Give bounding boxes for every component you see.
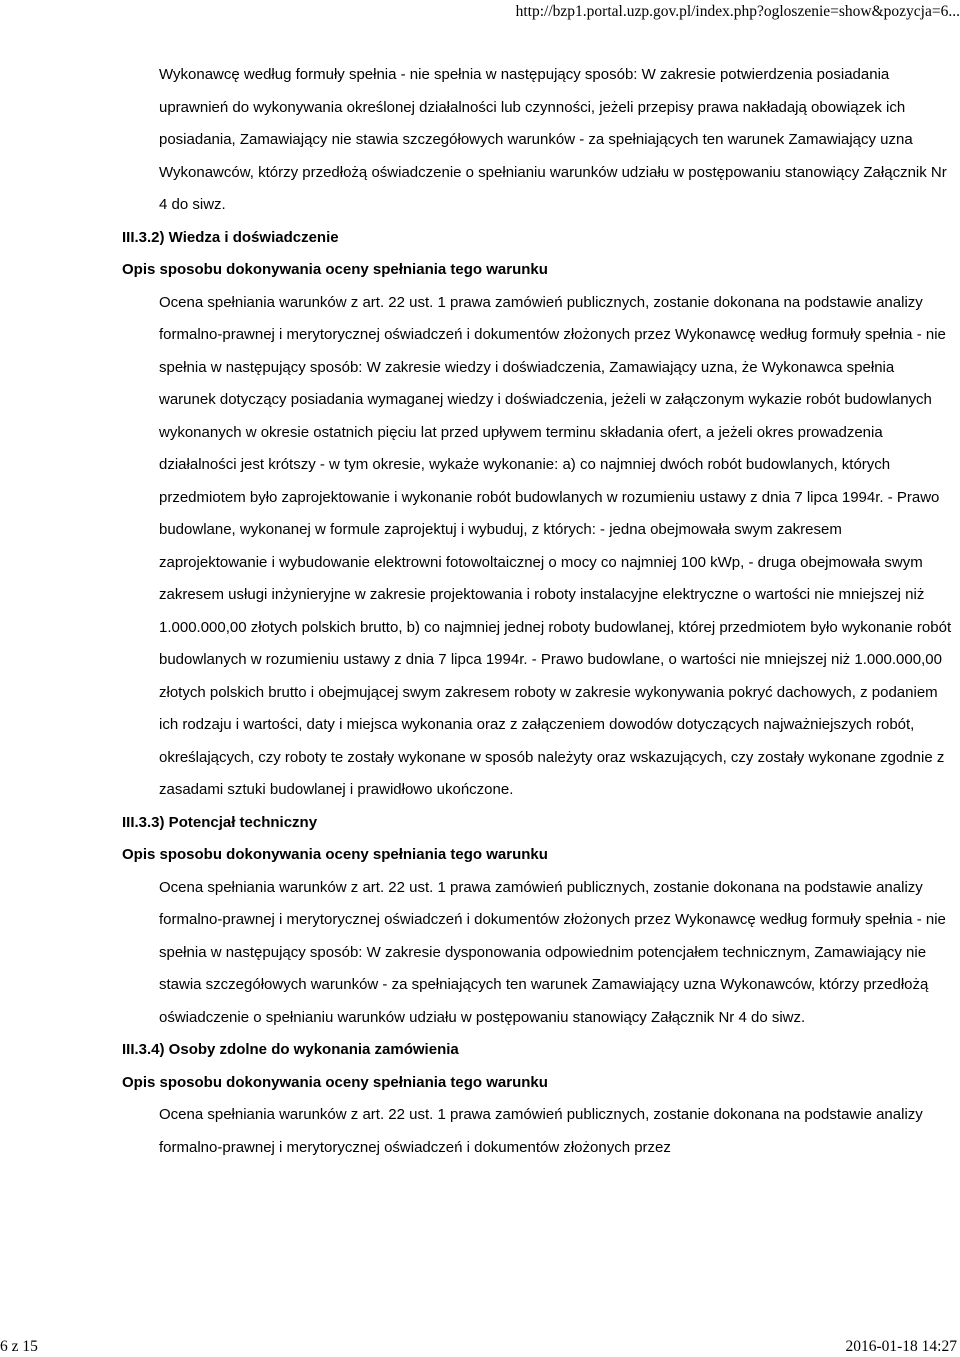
section-heading-knowledge: III.3.2) Wiedza i doświadczenie bbox=[122, 228, 339, 246]
print-header-url: http://bzp1.portal.uzp.gov.pl/index.php?ogloszenie=show&pozycja=6... bbox=[515, 3, 960, 20]
page-number: 6 z 15 bbox=[0, 1338, 38, 1355]
section-subheading-persons: Opis sposobu dokonywania oceny spełniania tego warunku bbox=[122, 1073, 548, 1091]
print-timestamp: 2016-01-18 14:27 bbox=[845, 1338, 957, 1355]
document-body bbox=[122, 59, 952, 1164]
section-heading-persons: III.3.4) Osoby zdolne do wykonania zamówienia bbox=[122, 1041, 459, 1058]
section-heading-technical: III.3.3) Potencjał techniczny bbox=[122, 813, 318, 831]
persons-paragraph: Ocena spełniania warunków z art. 22 ust. 1 prawa zamówień publicznych, zostanie dokonana na podstawie analizy formalno-prawnej i merytorycznej oświadczeń i dokumentów złożonych przez bbox=[159, 1106, 923, 1156]
knowledge-paragraph: Ocena spełniania warunków z art. 22 ust. 1 prawa zamówień publicznych, zostanie dokonana na podstawie analizy formalno-prawnej i merytorycznej oświadczeń i dokumentów złożonych przez Wykonawcę według formuły spełnia - nie spełnia w następujący sposób: W zakresie wiedzy i doświadczenia, Zamawiający uzna, że Wykonawca spełnia warunek dotyczący posiadania wymaganej wiedzy i doświadczenia, jeżeli w załączonym wykazie robót budowlanych wykonanych w okresie ostatnich pięciu lat przed upływem terminu składania ofert, a jeżeli okres prowadzenia działalności jest krótszy - w tym okresie, wykaże wykonanie: a) co najmniej dwóch robót budowlanych, których przedmiotem było zaprojektowanie i wykonanie robót budowlanych w rozumieniu ustawy z dnia 7 lipca 1994r. - Prawo budowlane, wykonanej w formule zaprojektuj i wybuduj, z których: - jedna obejmowała swym zakresem zaprojektowanie i wybudowanie elektrowni fotowoltaicznej o mocy co najmniej 100 kWp, - druga obejmowała swym zakresem usługi inżynieryjne w zakresie projektowania i roboty instalacyjne elektryczne o wartości nie mniejszej niż 1.000.000,00 złotych polskich brutto, b) co najmniej jednej roboty budowlanej, której przedmiotem było wykonanie robót budowlanych w rozumieniu ustawy z dnia 7 lipca 1994r. - Prawo budowlane, o wartości nie mniejszej niż 1.000.000,00 złotych polskich brutto i obejmującej swym zakresem roboty w zakresie wykonywania pokryć dachowych, z podaniem ich rodzaju i wartości, daty i miejsca wykonania oraz z załączeniem dowodów dotyczących najważniejszych robót, określających, czy roboty te zostały wykonane w sposób należyty oraz wskazujących, czy zostały wykonane zgodnie z zasadami sztuki budowlanej i prawidłowo ukończone. bbox=[159, 293, 952, 798]
section-subheading-technical: Opis sposobu dokonywania oceny spełniania tego warunku bbox=[122, 846, 548, 863]
section-subheading-knowledge: Opis sposobu dokonywania oceny spełniania tego warunku bbox=[122, 261, 548, 278]
technical-paragraph: Ocena spełniania warunków z art. 22 ust. 1 prawa zamówień publicznych, zostanie dokonana na podstawie analizy formalno-prawnej i merytorycznej oświadczeń i dokumentów złożonych przez Wykonawcę według formuły spełnia - nie spełnia w następujący sposób: W zakresie dysponowania odpowiednim potencjałem technicznym, Zamawiający nie stawia szczegółowych warunków - za spełniających ten warunek Zamawiający uzna Wykonawców, którzy przedłożą oświadczenie o spełnianiu warunków udziału w postępowaniu stanowiący Załącznik Nr 4 do siwz. bbox=[159, 878, 946, 1026]
intro-paragraph: Wykonawcę według formuły spełnia - nie spełnia w następujący sposób: W zakresie potwierdzenia posiadania uprawnień do wykonywania określonej działalności lub czynności, jeżeli przepisy prawa nakładają obowiązek ich posiadania, Zamawiający nie stawia szczegółowych warunków - za spełniających ten warunek Zamawiający uzna Wykonawców, którzy przedłożą oświadczenie o spełnianiu warunków udziału w postępowaniu stanowiący Załącznik Nr 4 do siwz. bbox=[159, 66, 947, 213]
